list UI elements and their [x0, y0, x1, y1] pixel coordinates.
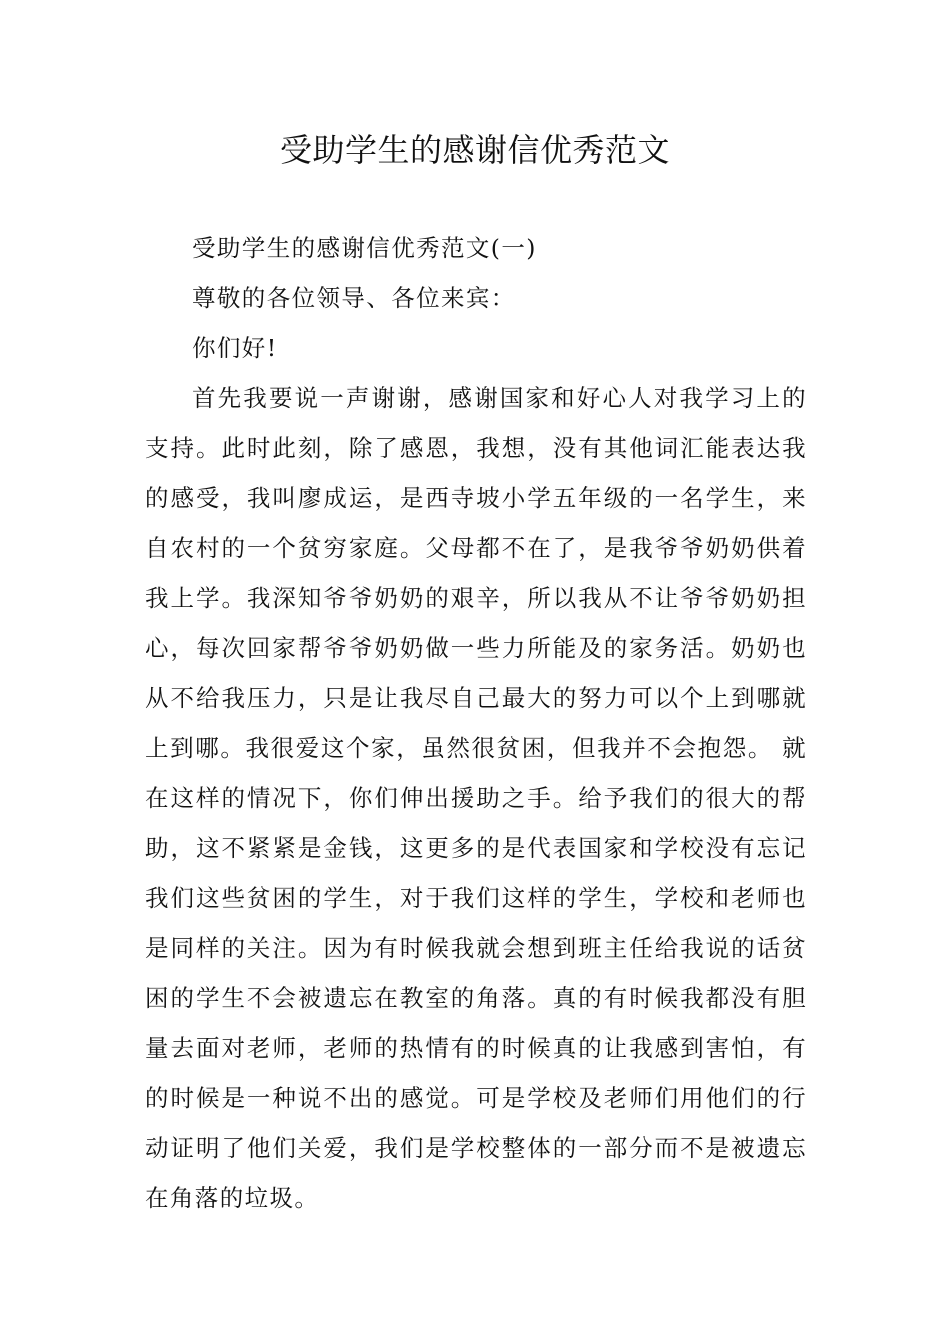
letter-greeting: 你们好! [192, 334, 278, 362]
letter-salutation: 尊敬的各位领导、各位来宾： [192, 284, 516, 312]
letter-subtitle: 受助学生的感谢信优秀范文(一) [192, 234, 537, 262]
document-title: 受助学生的感谢信优秀范文 [279, 131, 670, 169]
document-body [145, 223, 807, 1223]
letter-paragraph: 首先我要说一声谢谢，感谢国家和好心人对我学习上的支持。此时此刻，除了感恩，我想，没有其他词汇能表达我的感受，我叫廖成运，是西寺坡小学五年级的一名学生，来自农村的一个贫穷家庭。父母都不在了，是我爷爷奶奶供着我上学。我深知爷爷奶奶的艰辛，所以我从不让爷爷奶奶担心，每次回家帮爷爷奶奶做一些力所能及的家务活。奶奶也从不给我压力，只是让我尽自己最大的努力可以个上到哪就上到哪。我很爱这个家，虽然很贫困，但我并不会抱怨。 就在这样的情况下，你们伸出援助之手。给予我们的很大的帮助，这不紧紧是金钱，这更多的是代表国家和学校没有忘记我们这些贫困的学生，对于我们这样的学生，学校和老师也是同样的关注。因为有时候我就会想到班主任给我说的话贫困的学生不会被遗忘在教室的角落。真的有时候我都没有胆量去面对老师，老师的热情有的时候真的让我感到害怕，有的时候是一种说不出的感觉。可是学校及老师们用他们的行动证明了他们关爱，我们是学校整体的一部分而不是被遗忘在角落的垃圾。 [145, 384, 807, 1212]
